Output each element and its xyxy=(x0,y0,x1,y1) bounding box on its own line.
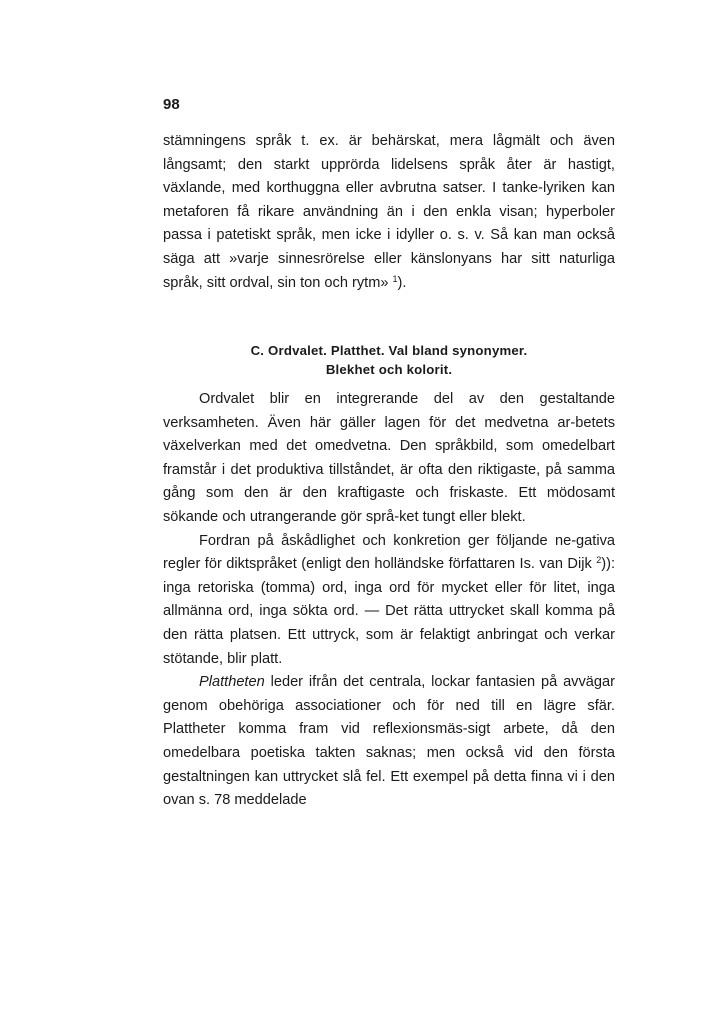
paragraph-2-text-a: Fordran på åskådlighet och konkretion ger följande ne-gativa regler för diktspråket (enligt den holländske författaren Is. van Dijk xyxy=(163,532,615,573)
page-number: 98 xyxy=(163,96,180,113)
section-body xyxy=(163,388,615,813)
paragraph-3 xyxy=(163,671,615,813)
paragraph-1: Ordvalet blir en integrerande del av den gestaltande verksamheten. Även här gäller lagen för det medvetna ar-betets växelverkan med det omedvetna. Den språkbild, som omedelbart framstår i det produktiva tillståndet, är ofta den riktigaste, på samma gång som den är den kraftigaste och friskaste. Ett mödosamt sökande och utrangerande gör språ-ket tungt eller blekt. xyxy=(163,391,615,525)
section-heading-line1: C. Ordvalet. Platthet. Val bland synonymer. xyxy=(250,343,528,358)
section-heading xyxy=(163,341,615,379)
intro-text xyxy=(163,130,615,295)
intro-text-a: stämningens språk t. ex. är behärskat, mera lågmält och även långsamt; den starkt upprörda lidelsens språk åter är hastigt, växlande, med korthuggna eller avbrutna satser. I tanke-lyriken kan metaforen få rikare användning än i den enkla visan; hyperboler passa i patetiskt språk, men icke i idyller o. s. v. Så kan man också säga att »varje sinnesrörelse eller känslonyans har sitt naturliga språk, sitt ordval, sin ton och rytm» xyxy=(163,133,615,291)
paragraph-2 xyxy=(163,530,615,672)
intro-text-b: ). xyxy=(397,274,407,291)
footnote-ref-2: 2 xyxy=(596,555,602,566)
paragraph-3-text: leder ifrån det centrala, lockar fantasien på avvägar genom obehöriga associationer och för ned till en lägre sfär. Plattheter komma fram vid reflexionsmäs-sigt arbete, då den omedelbara poetiska takten saknas; men också vid den första gestaltningen kan uttrycket slå fel. Ett exempel på detta finna vi i den ovan s. 78 meddelade xyxy=(163,674,615,809)
intro-paragraph xyxy=(163,130,615,295)
paragraph-3-italic-term: Plattheten xyxy=(199,674,265,691)
paragraph-2-text-b: )): inga retoriska (tomma) ord, inga ord för mycket eller för litet, inga allmänna ord, inga sökta ord. — Det rätta uttrycket skall komma på den rätta platsen. Ett uttryck, som är felaktigt anbringat och verkar stötande, blir platt. xyxy=(163,556,615,667)
footnote-ref-1: 1 xyxy=(392,273,398,284)
section-heading-line2: Blekhet och kolorit. xyxy=(325,362,453,377)
